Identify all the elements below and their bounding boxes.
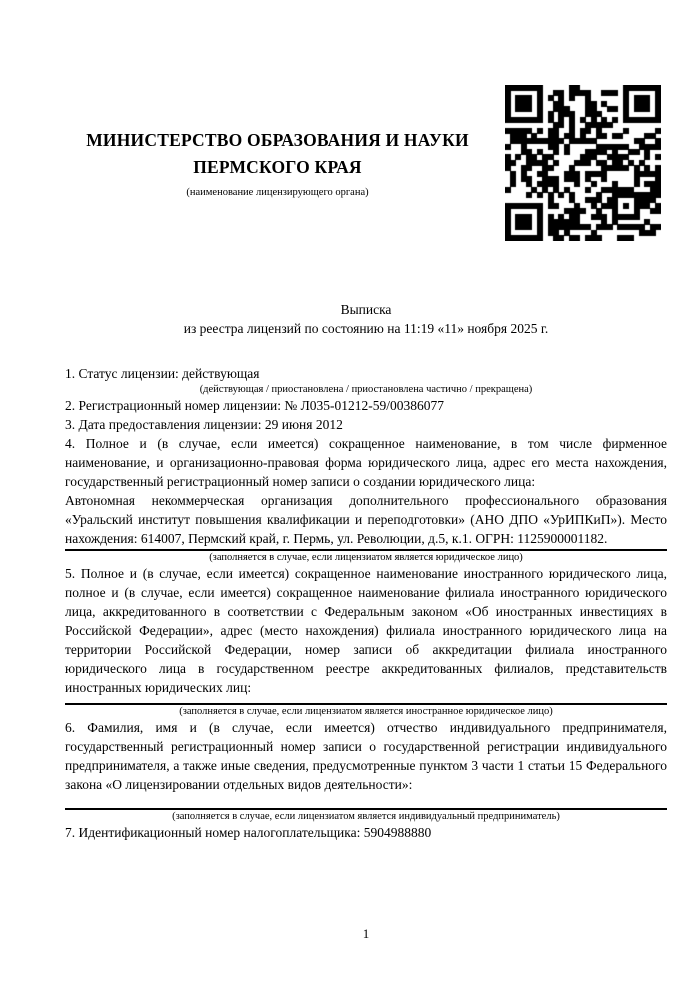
item-1-caption: (действующая / приостановлена / приостановлена частично / прекращена): [199, 384, 533, 395]
qr-code: [505, 85, 661, 241]
item-5-caption: (заполняется в случае, если лицензиатом является иностранное юридическое лицо): [179, 706, 553, 717]
item-4-legal-entity-heading: 4. Полное и (в случае, если имеется) сокращенное наименование, в том числе фирменное наименование, и организационно-правовая форма юридического лица, адрес его места нахождения, государственный регистрационный номер записи о создании юридического лица:: [65, 436, 667, 489]
item-6-caption: (заполняется в случае, если лицензиатом является индивидуальный предприниматель): [172, 811, 560, 822]
item-4-caption: (заполняется в случае, если лицензиатом является юридическое лицо): [209, 552, 523, 563]
item-5-blank-fill-line: [65, 697, 667, 705]
item-3-license-grant-date: 3. Дата предоставления лицензии: 29 июня 2012: [65, 417, 343, 432]
document-body: [65, 364, 667, 842]
item-7-taxpayer-id: 7. Идентификационный номер налогоплательщика: 5904988880: [65, 825, 432, 840]
ministry-name-line2: ПЕРМСКОГО КРАЯ: [193, 157, 362, 177]
item-5-foreign-entity-heading: 5. Полное и (в случае, если имеется) сокращенное наименование иностранного юридического лица, полное и (в случае, если имеется) сокращенное наименование филиала иностранного юридического лица, аккредитованного в соответствии с Федеральным законом «Об иностранных инвестициях в Российской Федерации», адрес (место нахождения) филиала иностранного юридического лица на территории Российской Федерации, номер записи об аккредитации филиала иностранного юридического лица в государственном реестре аккредитованных филиалов, представительств иностранных юридических лиц:: [65, 566, 667, 695]
page-number: 1: [362, 926, 370, 941]
item-2-registration-number: 2. Регистрационный номер лицензии: № Л035-01212-59/00386077: [65, 398, 445, 413]
item-1-license-status: 1. Статус лицензии: действующая: [65, 366, 260, 381]
document-title-line1: Выписка: [340, 302, 392, 317]
document-title: [65, 300, 667, 338]
licensing-authority-caption: (наименование лицензирующего органа): [186, 187, 369, 198]
licensing-authority-header: [65, 127, 490, 199]
qr-code-image: [505, 85, 661, 241]
item-6-blank-fill-line: [65, 794, 667, 810]
item-4-legal-entity-value: Автономная некоммерческая организация дополнительного профессионального образования «Уральский институт повышения квалификации и переподготовки» (АНО ДПО «УрИПКиП»). Место нахождения: 614007, Пермский край, г. Пермь, ул. Революции, д.5, к.1. ОГРН: 1125900001182.: [65, 491, 667, 551]
ministry-name-line1: МИНИСТЕРСТВО ОБРАЗОВАНИЯ И НАУКИ: [86, 130, 469, 150]
item-6-entrepreneur-heading: 6. Фамилия, имя и (в случае, если имеется) отчество индивидуального предпринимателя, государственный регистрационный номер записи о государственной регистрации индивидуального предпринимателя, а также иные сведения, предусмотренные пунктом 3 части 1 статьи 15 Федерального закона «О лицензировании отдельных видов деятельности»:: [65, 720, 667, 792]
document-title-line2: из реестра лицензий по состоянию на 11:19 «11» ноября 2025 г.: [183, 321, 549, 336]
